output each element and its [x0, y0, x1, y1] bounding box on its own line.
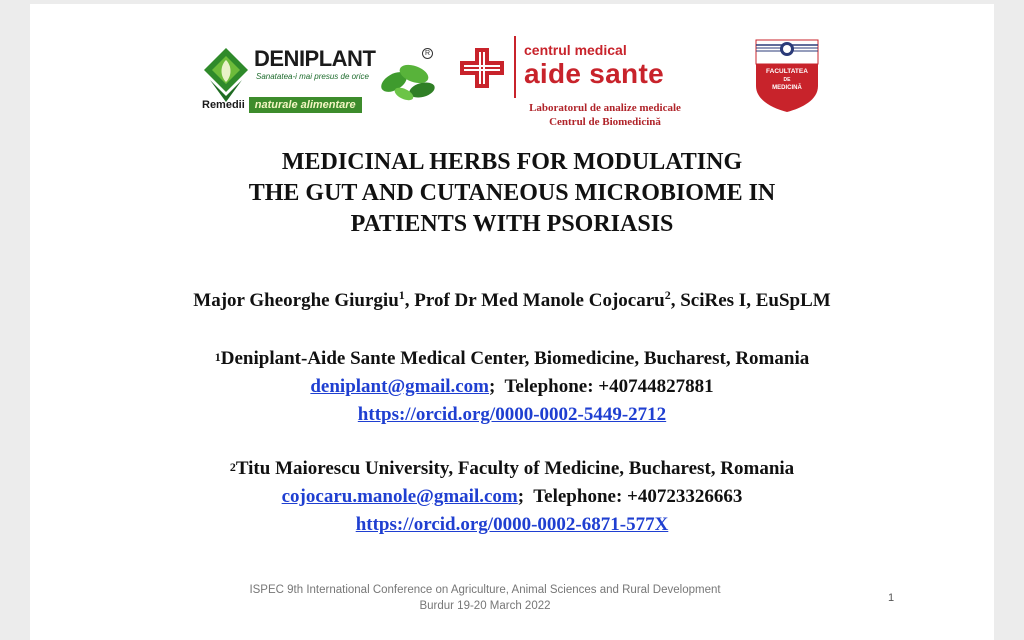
affiliation-1-sup: 1	[214, 350, 221, 364]
deniplant-logo	[200, 38, 438, 118]
affiliation-2-name-line	[30, 455, 994, 483]
aide-sante-logo	[460, 34, 710, 130]
page-number: 1	[888, 592, 895, 604]
affiliation-2	[30, 455, 994, 539]
deniplant-remedii: Remedii	[202, 99, 245, 111]
aide-lab-line1: Laboratorul de analize medicale	[529, 102, 681, 114]
affiliation-2-name: Titu Maiorescu University, Faculty of Medicine, Bucharest, Romania	[235, 458, 795, 479]
affiliation-1-contact-line	[30, 373, 994, 401]
affiliation-1-name-line	[30, 345, 994, 373]
medical-cross-icon	[460, 48, 504, 88]
affiliation-2-orcid-line	[30, 511, 994, 539]
authors-line	[30, 290, 994, 312]
affiliation-2-sup: 2	[229, 460, 236, 474]
aide-lab-line2: Centrul de Biomedicină	[549, 116, 661, 128]
affiliation-2-orcid-link[interactable]: https://orcid.org/0000-0002-6871-577X	[355, 514, 669, 535]
green-leaf-icon	[202, 46, 250, 102]
slide-page	[30, 4, 994, 640]
author-1-sup: 1	[398, 288, 405, 302]
deniplant-wordmark: DENIPLANT	[254, 46, 376, 71]
deniplant-bottom-band	[200, 96, 362, 114]
title-line-2: THE GUT AND CUTANEOUS MICROBIOME IN	[248, 180, 776, 206]
title-line-1: MEDICINAL HERBS FOR MODULATING	[281, 149, 743, 175]
author-separator: ,	[404, 290, 415, 311]
title-line-3: PATIENTS WITH PSORIASIS	[350, 211, 674, 237]
affiliation-2-contact-line	[30, 483, 994, 511]
aide-big-text: aide sante	[524, 58, 664, 89]
footer-line-2: Burdur 19-20 March 2022	[419, 600, 551, 612]
affiliation-1-phone: ; Telephone: +40744827881	[489, 376, 714, 397]
conference-footer	[180, 582, 790, 614]
crest-line2: DE	[783, 77, 791, 83]
presentation-title	[30, 147, 994, 240]
affiliation-1-name: Deniplant-Aide Sante Medical Center, Biomedicine, Bucharest, Romania	[220, 348, 810, 369]
affiliation-1	[30, 345, 994, 429]
author-1: Major Gheorghe Giurgiu	[193, 290, 399, 311]
affiliation-1-orcid-link[interactable]: https://orcid.org/0000-0002-5449-2712	[357, 404, 667, 425]
affiliation-1-email-link[interactable]: deniplant@gmail.com	[310, 376, 490, 397]
faculty-medicine-crest-icon	[752, 36, 822, 114]
crest-line1: FACULTATEA	[766, 68, 808, 75]
deniplant-naturale: naturale alimentare	[249, 97, 362, 113]
author-2: Prof Dr Med Manole Cojocaru	[414, 290, 665, 311]
deniplant-tagline: Sanatatea-i mai presus de orice	[256, 72, 369, 81]
author-2-sup: 2	[664, 288, 671, 302]
author-suffix: , SciRes I, EuSpLM	[670, 290, 831, 311]
aide-small-text: centrul medical	[524, 42, 627, 58]
affiliation-1-orcid-line	[30, 401, 994, 429]
affiliation-2-phone: ; Telephone: +40723326663	[517, 486, 743, 507]
registered-mark-icon: R	[422, 48, 433, 59]
footer-line-1: ISPEC 9th International Conference on Agriculture, Animal Sciences and Rural Development	[249, 584, 721, 596]
herb-leaves-icon	[376, 58, 438, 104]
affiliation-2-email-link[interactable]: cojocaru.manole@gmail.com	[281, 486, 518, 507]
crest-line3: MEDICINĂ	[772, 85, 802, 91]
aide-divider	[514, 36, 516, 98]
